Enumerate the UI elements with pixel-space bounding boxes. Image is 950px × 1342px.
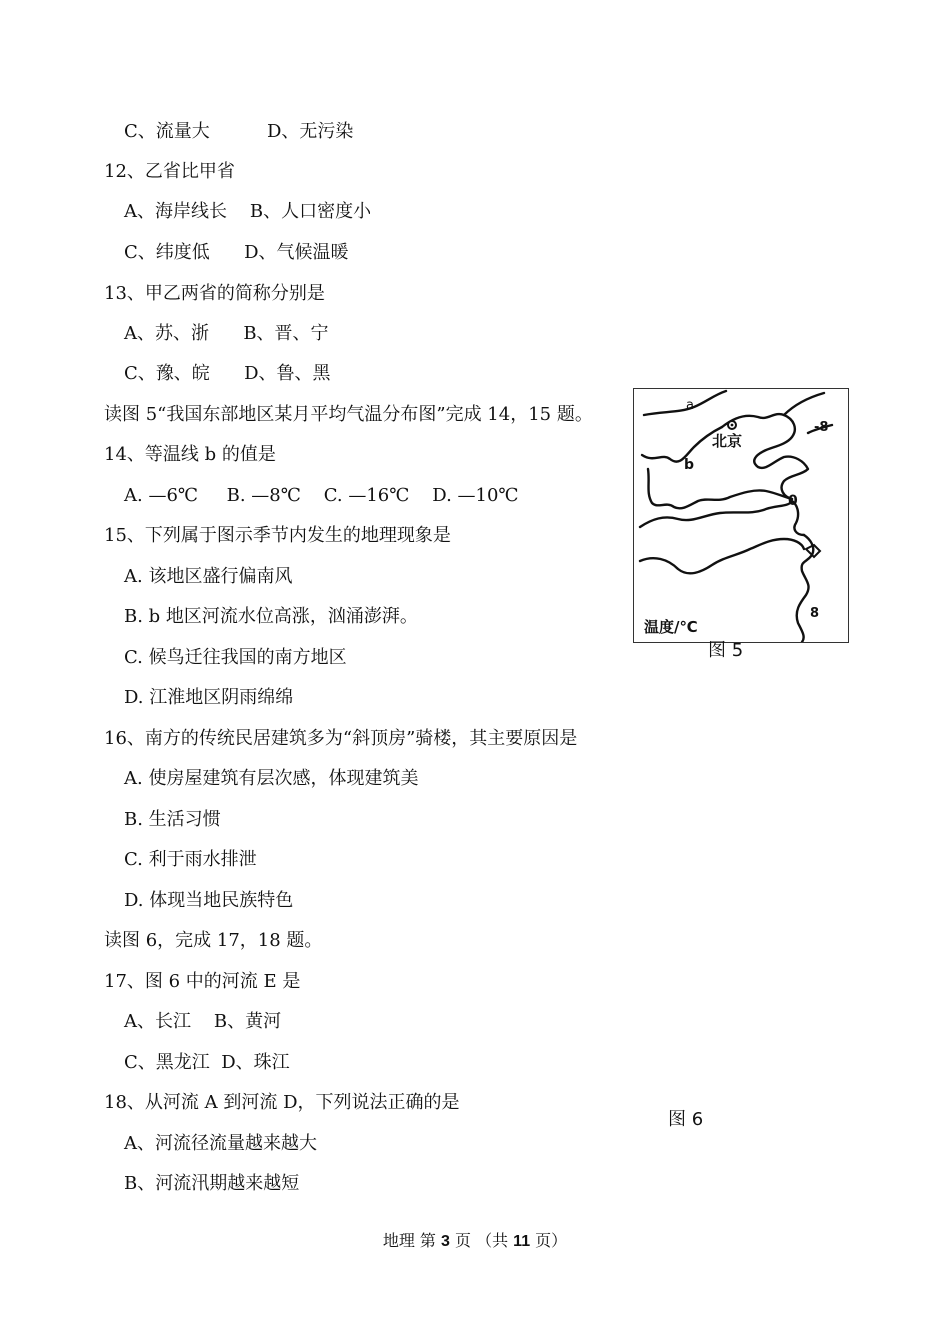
- line-q11-cd: C、流量大 D、无污染: [124, 121, 354, 142]
- line-q12-ab: A、海岸线长 B、人口密度小: [124, 201, 372, 222]
- label-eight: 8: [810, 606, 820, 621]
- question-12: 12、乙省比甲省: [104, 161, 235, 182]
- line-q17-cd: C、黑龙江 D、珠江: [124, 1052, 290, 1073]
- line-q15-d: D. 江淮地区阴雨绵绵: [124, 687, 294, 708]
- line-q16-b: B. 生活习惯: [124, 809, 221, 830]
- figure-5-caption: 图 5: [708, 640, 744, 661]
- footer-total-pages: 11: [513, 1233, 531, 1250]
- label-b: b: [684, 457, 695, 473]
- line-q16-d: D. 体现当地民族特色: [124, 890, 294, 911]
- line-q18-b: B、河流汛期越来越短: [124, 1173, 300, 1194]
- line-q16-a: A. 使房屋建筑有层次感，体现建筑美: [124, 768, 419, 789]
- isotherm-map-graphic: [634, 389, 848, 642]
- isotherm-zero-line: [640, 501, 804, 535]
- footer-suffix: 页）: [530, 1231, 568, 1250]
- question-16: 16、南方的传统民居建筑多为“斜顶房”骑楼，其主要原因是: [104, 728, 578, 749]
- line-q17-ab: A、长江 B、黄河: [124, 1011, 282, 1032]
- label-minus8: -8: [814, 420, 829, 435]
- isotherm-b-line: [642, 427, 722, 462]
- line-q18-a: A、河流径流量越来越大: [124, 1133, 317, 1154]
- line-q13-cd: C、豫、皖 D、鲁、黑: [124, 363, 331, 384]
- question-15: 15、下列属于图示季节内发生的地理现象是: [104, 525, 451, 546]
- line-q16-c: C. 利于雨水排泄: [124, 849, 257, 870]
- question-17: 17、图 6 中的河流 E 是: [104, 971, 301, 992]
- figure-6-caption: 图 6: [668, 1109, 704, 1130]
- instruction-fig6: 读图 6，完成 17，18 题。: [104, 930, 323, 951]
- footer-prefix: 地理 第: [382, 1231, 441, 1250]
- line-q15-b: B. b 地区河流水位高涨，汹涌澎湃。: [124, 606, 418, 627]
- isotherm-south-line: [640, 539, 804, 573]
- coastline-south: [797, 535, 814, 642]
- coastline-northeast: [784, 393, 824, 415]
- isotherm-a-line: [644, 391, 726, 415]
- question-18: 18、从河流 A 到河流 D，下列说法正确的是: [104, 1092, 460, 1113]
- label-beijing: 北京: [712, 432, 743, 450]
- land-boundary: [648, 469, 792, 508]
- label-zero: 0: [788, 493, 798, 509]
- instruction-fig5: 读图 5“我国东部地区某月平均气温分布图”完成 14，15 题。: [104, 404, 593, 425]
- footer-page-number: 3: [441, 1233, 450, 1250]
- question-14: 14、等温线 b 的值是: [104, 444, 276, 465]
- label-a: a: [686, 398, 694, 413]
- question-13: 13、甲乙两省的简称分别是: [104, 283, 325, 304]
- line-q15-c: C. 候鸟迁往我国的南方地区: [124, 647, 347, 668]
- line-q13-ab: A、苏、浙 B、晋、宁: [124, 323, 329, 344]
- figure-5-map: [633, 388, 849, 643]
- page-footer: [0, 1230, 950, 1253]
- line-q15-a: A. 该地区盛行偏南风: [124, 566, 293, 587]
- line-q14-options: A. —6℃ B. —8℃ C. —16℃ D. —10℃: [124, 485, 519, 506]
- label-unit: 温度/℃: [644, 618, 698, 636]
- line-q12-cd: C、纬度低 D、气候温暖: [124, 242, 349, 263]
- footer-middle: 页 （共: [449, 1231, 514, 1250]
